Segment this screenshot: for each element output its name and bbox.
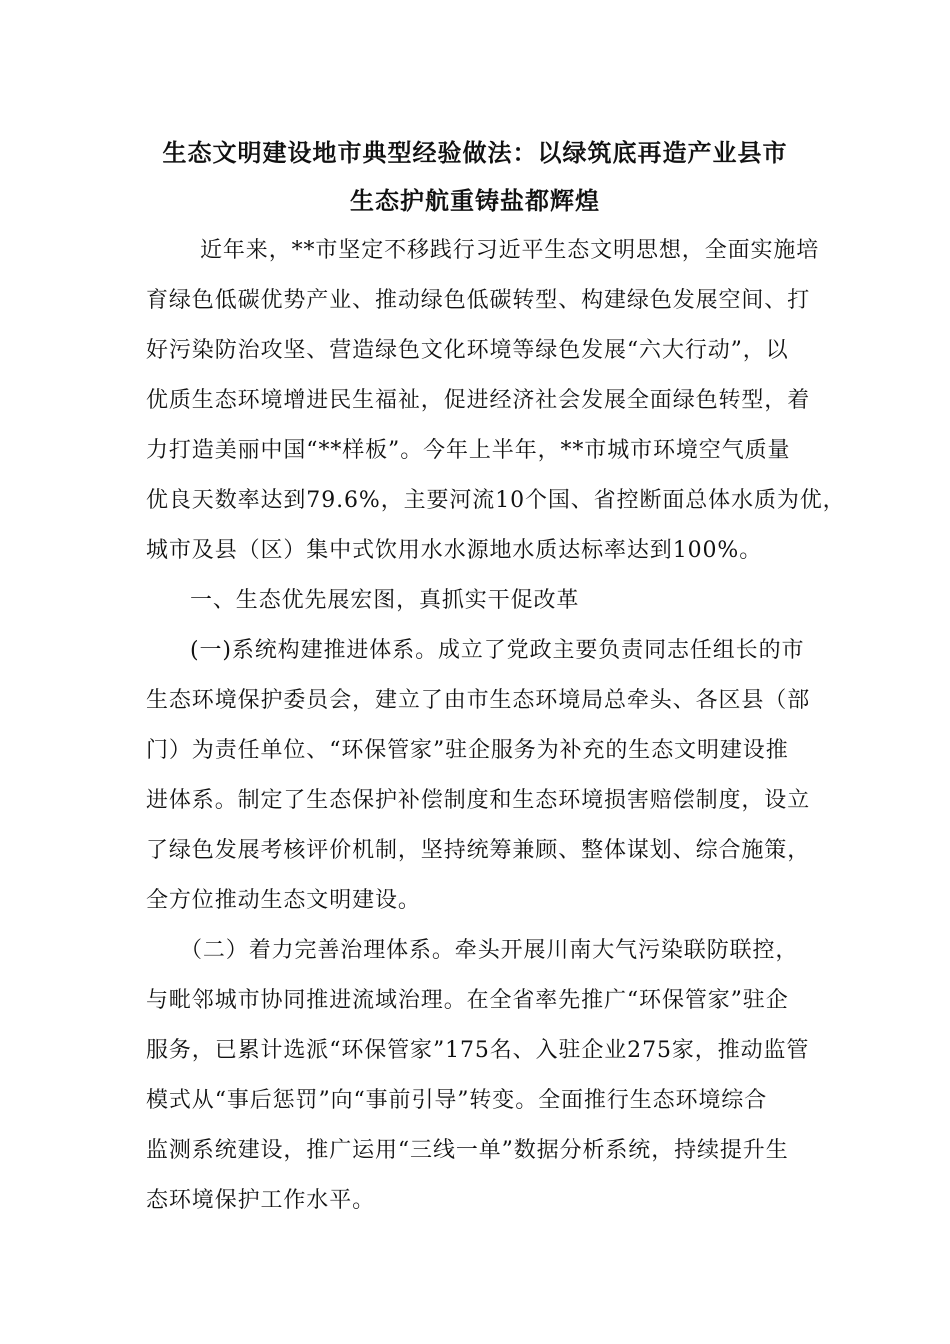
intro-line: 育绿色低碳优势产业、推动绿色低碳转型、构建绿色发展空间、打 — [146, 288, 811, 313]
intro-line: 力打造美丽中国“**样板”。今年上半年，**市城市环境空气质量 — [146, 438, 791, 463]
document-title-line-1: 生态文明建设地市典型经验做法：以绿筑底再造产业县市 — [162, 138, 788, 167]
subsection-2-line: 与毗邻城市协同推进流域治理。在全省率先推广“环保管家”驻企 — [146, 988, 789, 1013]
section-heading: 一、生态优先展宏图，真抓实干促改革 — [190, 588, 580, 613]
intro-line: 优质生态环境增进民生福祉，促进经济社会发展全面绿色转型，着 — [146, 388, 811, 413]
subsection-2-line: 服务，已累计选派“环保管家”175名、入驻企业275家，推动监管 — [146, 1038, 810, 1063]
subsection-1-line: 生态环境保护委员会，建立了由市生态环境局总牵头、各区县（部 — [146, 688, 811, 713]
intro-line: 近年来，**市坚定不移践行习近平生态文明思想，全面实施培 — [200, 238, 820, 263]
intro-line: 好污染防治攻坚、营造绿色文化环境等绿色发展“六大行动”，以 — [146, 338, 789, 363]
subsection-2-line: 模式从“事后惩罚”向“事前引导”转变。全面推行生态环境综合 — [146, 1088, 768, 1113]
subsection-1-line: (一)系统构建推进体系。成立了党政主要负责同志任组长的市 — [190, 638, 805, 663]
subsection-2-line: 态环境保护工作水平。 — [146, 1188, 376, 1213]
subsection-1-line: 门）为责任单位、“环保管家”驻企服务为补充的生态文明建设推 — [146, 738, 789, 763]
subsection-1-line: 了绿色发展考核评价机制，坚持统筹兼顾、整体谋划、综合施策， — [146, 838, 811, 863]
document-title-line-2: 生态护航重铸盐都辉煌 — [350, 186, 600, 215]
intro-line: 优良天数率达到79.6%，主要河流10个国、省控断面总体水质为优， — [146, 488, 846, 513]
subsection-2-line: 监测系统建设，推广运用“三线一单”数据分析系统，持续提升生 — [146, 1138, 789, 1163]
subsection-1-line: 全方位推动生态文明建设。 — [146, 888, 421, 913]
subsection-2-line: （二）着力完善治理体系。牵头开展川南大气污染联防联控， — [180, 938, 799, 963]
intro-line: 城市及县（区）集中式饮用水水源地水质达标率达到100%。 — [146, 538, 763, 563]
subsection-1-line: 进体系。制定了生态保护补偿制度和生态环境损害赔偿制度，设立 — [146, 788, 811, 813]
